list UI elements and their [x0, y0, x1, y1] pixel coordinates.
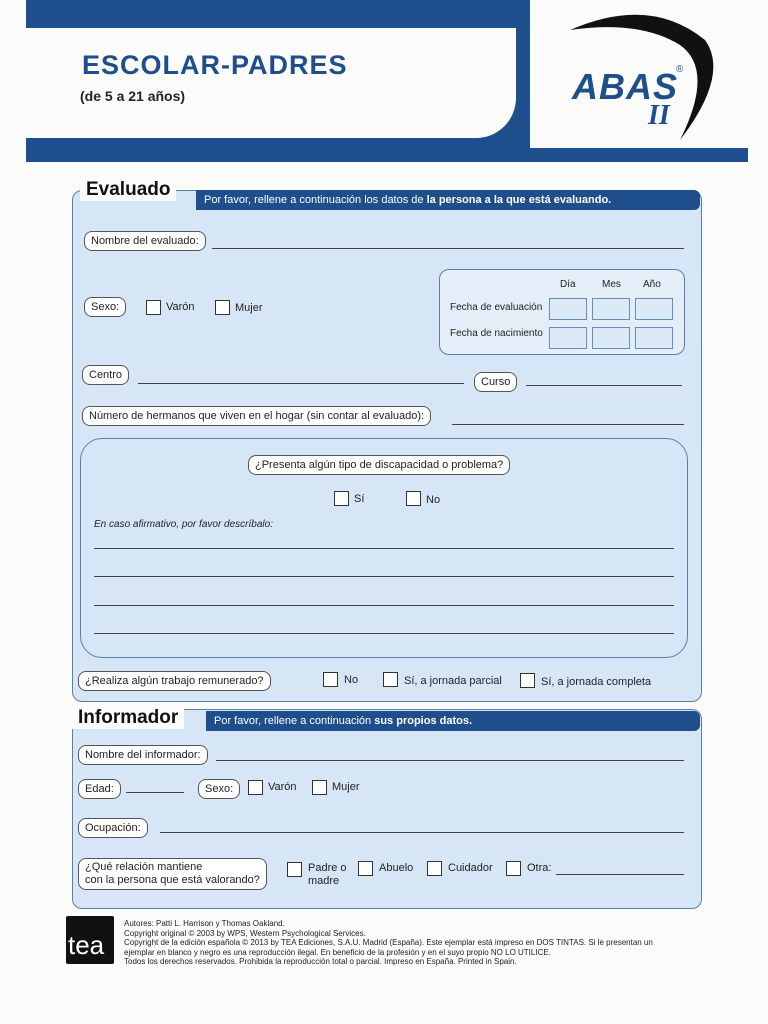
abuelo-label: Abuelo	[379, 862, 414, 874]
page-subtitle: (de 5 a 21 años)	[80, 88, 186, 104]
edad-field[interactable]	[126, 792, 184, 793]
fecha-evaluacion-label: Fecha de evaluación	[450, 302, 543, 313]
curso-field[interactable]	[526, 385, 682, 386]
padre-madre-label	[308, 862, 347, 888]
footer-line-5: Todos los derechos reservados. Prohibida la reproducción total o parcial. Impreso en España. Printed in Spain.	[124, 957, 517, 966]
ocupacion-field[interactable]	[160, 832, 684, 833]
relacion-line-1: ¿Qué relación mantiene	[85, 861, 203, 873]
trabajo-parcial-label: Sí, a jornada parcial	[404, 675, 502, 687]
describa-line-3[interactable]	[94, 605, 674, 606]
checkbox-informador-mujer[interactable]	[312, 780, 327, 795]
checkbox-discapacidad-si[interactable]	[334, 491, 349, 506]
informador-banner-bold: sus propios datos.	[374, 715, 473, 727]
edad-label: Edad:	[78, 779, 121, 799]
trabajo-no-label: No	[344, 674, 359, 686]
fecha-eval-anio[interactable]	[635, 298, 673, 320]
logo-area	[530, 0, 748, 148]
checkbox-trabajo-completa[interactable]	[520, 673, 535, 688]
evaluado-banner-prefix: Por favor, rellene a continuación los datos de	[204, 194, 427, 206]
centro-label: Centro	[82, 365, 129, 385]
describa-line-4[interactable]	[94, 633, 674, 634]
footer-line-2: Copyright original © 2003 by WPS, Western Psychological Services.	[124, 928, 366, 938]
fecha-nacimiento-label: Fecha de nacimiento	[450, 328, 543, 339]
logo-registered: ®	[676, 64, 684, 75]
fecha-eval-dia[interactable]	[549, 298, 587, 320]
header-bottom-rule	[26, 150, 748, 162]
nombre-informador-label: Nombre del informador:	[78, 745, 208, 765]
mes-header: Mes	[602, 279, 621, 290]
trabajo-label: ¿Realiza algún trabajo remunerado?	[78, 671, 271, 691]
informador-title: Informador	[72, 707, 184, 729]
relacion-label	[78, 858, 267, 890]
logo-roman: II	[648, 100, 670, 131]
checkbox-abuelo[interactable]	[358, 861, 373, 876]
discapacidad-no-label: No	[426, 494, 441, 506]
dia-header: Día	[560, 279, 576, 290]
padre-line-2: madre	[308, 875, 340, 887]
otra-field[interactable]	[556, 874, 684, 875]
cuidador-label: Cuidador	[448, 862, 493, 874]
footer-line-4: ejemplar en blanco y negro es una reproducción ilegal. En beneficio de la profesión y en el suyo propio NO LO UTILICE.	[124, 947, 551, 957]
footer-text	[124, 919, 694, 967]
evaluado-title: Evaluado	[80, 179, 176, 201]
varon-label: Varón	[166, 301, 195, 313]
footer-line-1: Autores: Patti L. Harrison y Thomas Oakland.	[124, 919, 285, 928]
checkbox-varon[interactable]	[146, 300, 161, 315]
evaluado-banner	[196, 190, 700, 210]
checkbox-otra[interactable]	[506, 861, 521, 876]
sexo-label: Sexo:	[84, 297, 126, 317]
padre-line-1: Padre o	[308, 862, 347, 874]
ocupacion-label: Ocupación:	[78, 818, 148, 838]
informador-banner-prefix: Por favor, rellene a continuación	[214, 715, 375, 727]
informador-sexo-label: Sexo:	[198, 779, 240, 799]
checkbox-discapacidad-no[interactable]	[406, 491, 421, 506]
describa-line-1[interactable]	[94, 548, 674, 549]
fecha-nac-mes[interactable]	[592, 327, 630, 349]
evaluado-banner-bold: la persona a la que está evaluando.	[426, 194, 612, 206]
informador-mujer-label: Mujer	[332, 781, 360, 793]
nombre-evaluado-field[interactable]	[212, 248, 684, 249]
header-title-card	[26, 28, 516, 138]
fecha-eval-mes[interactable]	[592, 298, 630, 320]
checkbox-trabajo-parcial[interactable]	[383, 672, 398, 687]
informador-varon-label: Varón	[268, 781, 297, 793]
hermanos-label: Número de hermanos que viven en el hogar (sin contar al evaluado):	[82, 406, 431, 426]
fecha-nac-anio[interactable]	[635, 327, 673, 349]
nombre-evaluado-label: Nombre del evaluado:	[84, 231, 206, 251]
fecha-nac-dia[interactable]	[549, 327, 587, 349]
checkbox-cuidador[interactable]	[427, 861, 442, 876]
centro-field[interactable]	[138, 383, 464, 384]
hermanos-field[interactable]	[452, 424, 684, 425]
checkbox-informador-varon[interactable]	[248, 780, 263, 795]
checkbox-mujer[interactable]	[215, 300, 230, 315]
describa-label: En caso afirmativo, por favor descríbalo:	[94, 519, 273, 530]
tea-logo	[66, 916, 114, 964]
trabajo-completa-label: Sí, a jornada completa	[541, 676, 652, 688]
describa-line-2[interactable]	[94, 576, 674, 577]
footer-line-3: Copyright de la edición española © 2013 by TEA Ediciones, S.A.U. Madrid (España). Este ejemplar está impreso en DOS TINTAS. Si le presentan un	[124, 938, 653, 947]
anio-header: Año	[643, 279, 661, 290]
curso-label: Curso	[474, 372, 517, 392]
discapacidad-label: ¿Presenta algún tipo de discapacidad o problema?	[248, 455, 510, 475]
informador-banner	[206, 711, 700, 731]
discapacidad-si-label: Sí	[354, 493, 365, 505]
checkbox-trabajo-no[interactable]	[323, 672, 338, 687]
page-title: ESCOLAR-PADRES	[82, 50, 348, 80]
nombre-informador-field[interactable]	[216, 760, 684, 761]
checkbox-padre-madre[interactable]	[287, 862, 302, 877]
logo-text: ABAS	[572, 66, 679, 107]
relacion-line-2: con la persona que está valorando?	[85, 874, 260, 886]
tea-logo-text: tea	[68, 930, 105, 960]
mujer-label: Mujer	[235, 302, 263, 314]
otra-label: Otra:	[527, 862, 552, 874]
